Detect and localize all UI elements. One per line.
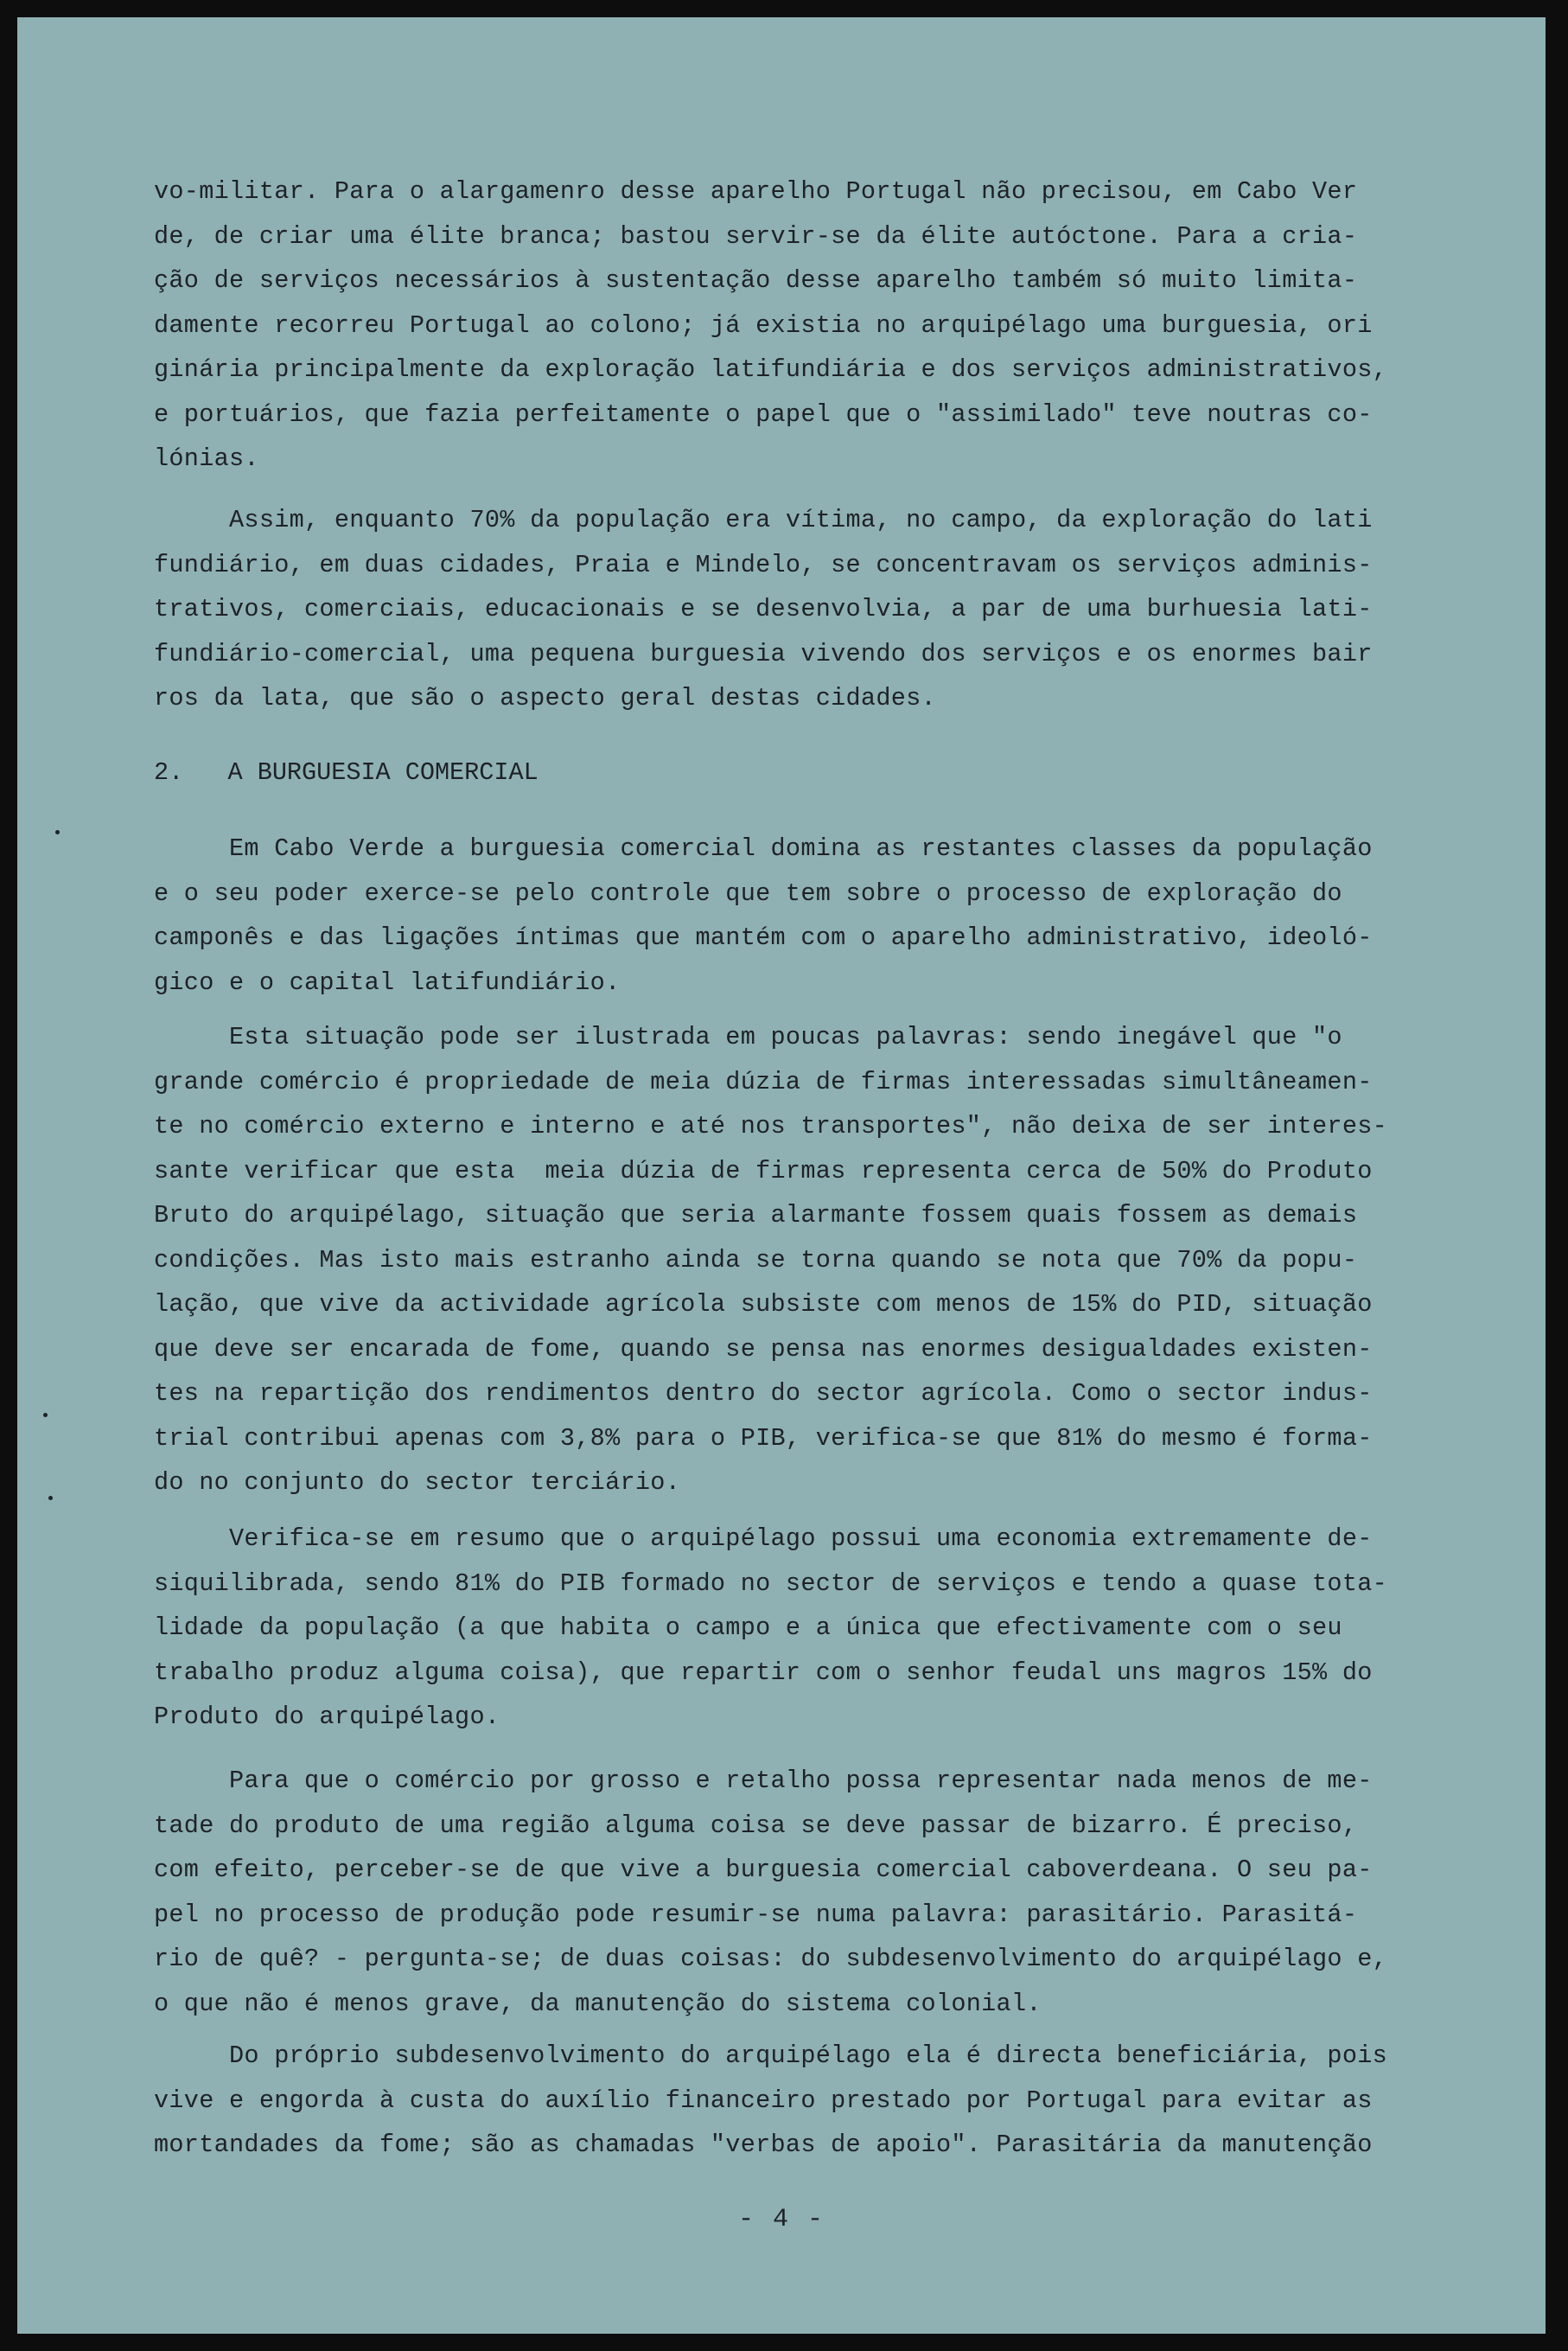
paragraph-2 <box>154 498 1450 721</box>
text-line: fundiário-comercial, uma pequena burguesia vivendo dos serviços e os enormes bair <box>154 639 1373 668</box>
text-line: do no conjunto do sector terciário. <box>154 1468 681 1497</box>
text-line: Do próprio subdesenvolvimento do arquipélago ela é directa beneficiária, pois <box>154 2041 1388 2070</box>
text-line: trial contribui apenas com 3,8% para o PIB, verifica-se que 81% do mesmo é forma- <box>154 1423 1373 1453</box>
text-line: Bruto do arquipélago, situação que seria alarmante fossem quais fossem as demais <box>154 1201 1358 1230</box>
text-line: Produto do arquipélago. <box>154 1703 500 1731</box>
text-line: mortandades da fome; são as chamadas "verbas de apoio". Parasitária da manutenção <box>154 2131 1373 2159</box>
text-line: camponês e das ligações íntimas que mantém com o aparelho administrativo, ideoló- <box>154 923 1373 952</box>
text-line: grande comércio é propriedade de meia dúzia de firmas interessadas simultâneamen- <box>154 1067 1373 1096</box>
text-line: damente recorreu Portugal ao colono; já existia no arquipélago uma burguesia, ori <box>154 310 1373 340</box>
text-line: o que não é menos grave, da manutenção do sistema colonial. <box>154 1989 1042 2018</box>
paper-speck <box>43 1413 48 1417</box>
paper-speck <box>48 1496 53 1500</box>
section-heading: 2. A BURGUESIA COMERCIAL <box>154 758 539 787</box>
text-line: gico e o capital latifundiário. <box>154 968 621 997</box>
text-line: Assim, enquanto 70% da população era vítima, no campo, da exploração do lati <box>154 506 1373 534</box>
text-line: sante verificar que esta meia dúzia de firmas representa cerca de 50% do Produto <box>154 1156 1373 1185</box>
text-line: tes na repartição dos rendimentos dentro do sector agrícola. Como o sector indus- <box>154 1379 1373 1408</box>
text-line: ginária principalmente da exploração latifundiária e dos serviços administrativos, <box>154 355 1388 384</box>
paragraph-5 <box>154 1517 1450 1740</box>
page-number: - 4 - <box>737 2205 825 2234</box>
text-line: siquilibrada, sendo 81% do PIB formado no sector de serviços e tendo a quase tota- <box>154 1568 1388 1598</box>
text-line: vive e engorda à custa do auxílio financeiro prestado por Portugal para evitar as <box>154 2086 1373 2115</box>
text-line: tade do produto de uma região alguma coisa se deve passar de bizarro. É preciso, <box>154 1811 1358 1840</box>
paragraph-4 <box>154 1015 1450 1505</box>
paragraph-7 <box>154 2034 1450 2168</box>
text-line: fundiário, em duas cidades, Praia e Mindelo, se concentravam os serviços adminis- <box>154 550 1373 579</box>
text-line: trabalho produz alguma coisa), que repartir com o senhor feudal uns magros 15% do <box>154 1658 1373 1687</box>
text-line: rio de quê? - pergunta-se; de duas coisas: do subdesenvolvimento do arquipélago e, <box>154 1945 1388 1973</box>
text-line: Em Cabo Verde a burguesia comercial domina as restantes classes da população <box>154 834 1373 863</box>
paragraph-6 <box>154 1759 1450 2026</box>
paper-speck <box>55 830 60 834</box>
text-line: trativos, comerciais, educacionais e se desenvolvia, a par de uma burhuesia lati- <box>154 595 1373 623</box>
document-page <box>17 17 1546 2334</box>
text-line: lidade da população (a que habita o campo e a única que efectivamente com o seu <box>154 1613 1342 1642</box>
text-line: ção de serviços necessários à sustentação desse aparelho também só muito limita- <box>154 266 1358 295</box>
text-line: e o seu poder exerce-se pelo controle que tem sobre o processo de exploração do <box>154 878 1342 908</box>
text-line: que deve ser encarada de fome, quando se pensa nas enormes desigualdades existen- <box>154 1334 1373 1364</box>
paragraph-3 <box>154 827 1450 1005</box>
text-line: e portuários, que fazia perfeitamente o papel que o "assimilado" teve noutras co- <box>154 399 1373 429</box>
text-line: vo-militar. Para o alargamenro desse aparelho Portugal não precisou, em Cabo Ver <box>154 177 1358 206</box>
text-line: lónias. <box>154 444 259 473</box>
text-line: com efeito, perceber-se de que vive a burguesia comercial caboverdeana. O seu pa- <box>154 1856 1373 1884</box>
text-line: te no comércio externo e interno e até nos transportes", não deixa de ser interes- <box>154 1112 1388 1140</box>
text-line: ros da lata, que são o aspecto geral destas cidades. <box>154 684 936 712</box>
text-line: Esta situação pode ser ilustrada em poucas palavras: sendo inegável que "o <box>154 1023 1342 1051</box>
text-line: Para que o comércio por grosso e retalho possa representar nada menos de me- <box>154 1766 1373 1795</box>
paragraph-1 <box>154 169 1450 482</box>
text-line: condições. Mas isto mais estranho ainda se torna quando se nota que 70% da popu- <box>154 1245 1358 1275</box>
text-line: de, de criar uma élite branca; bastou servir-se da élite autóctone. Para a cria- <box>154 221 1358 251</box>
text-line: pel no processo de produção pode resumir-se numa palavra: parasitário. Parasitá- <box>154 1900 1358 1929</box>
text-line: lação, que vive da actividade agrícola subsiste com menos de 15% do PID, situação <box>154 1290 1373 1319</box>
text-line: Verifica-se em resumo que o arquipélago possui uma economia extremamente de- <box>154 1524 1373 1553</box>
